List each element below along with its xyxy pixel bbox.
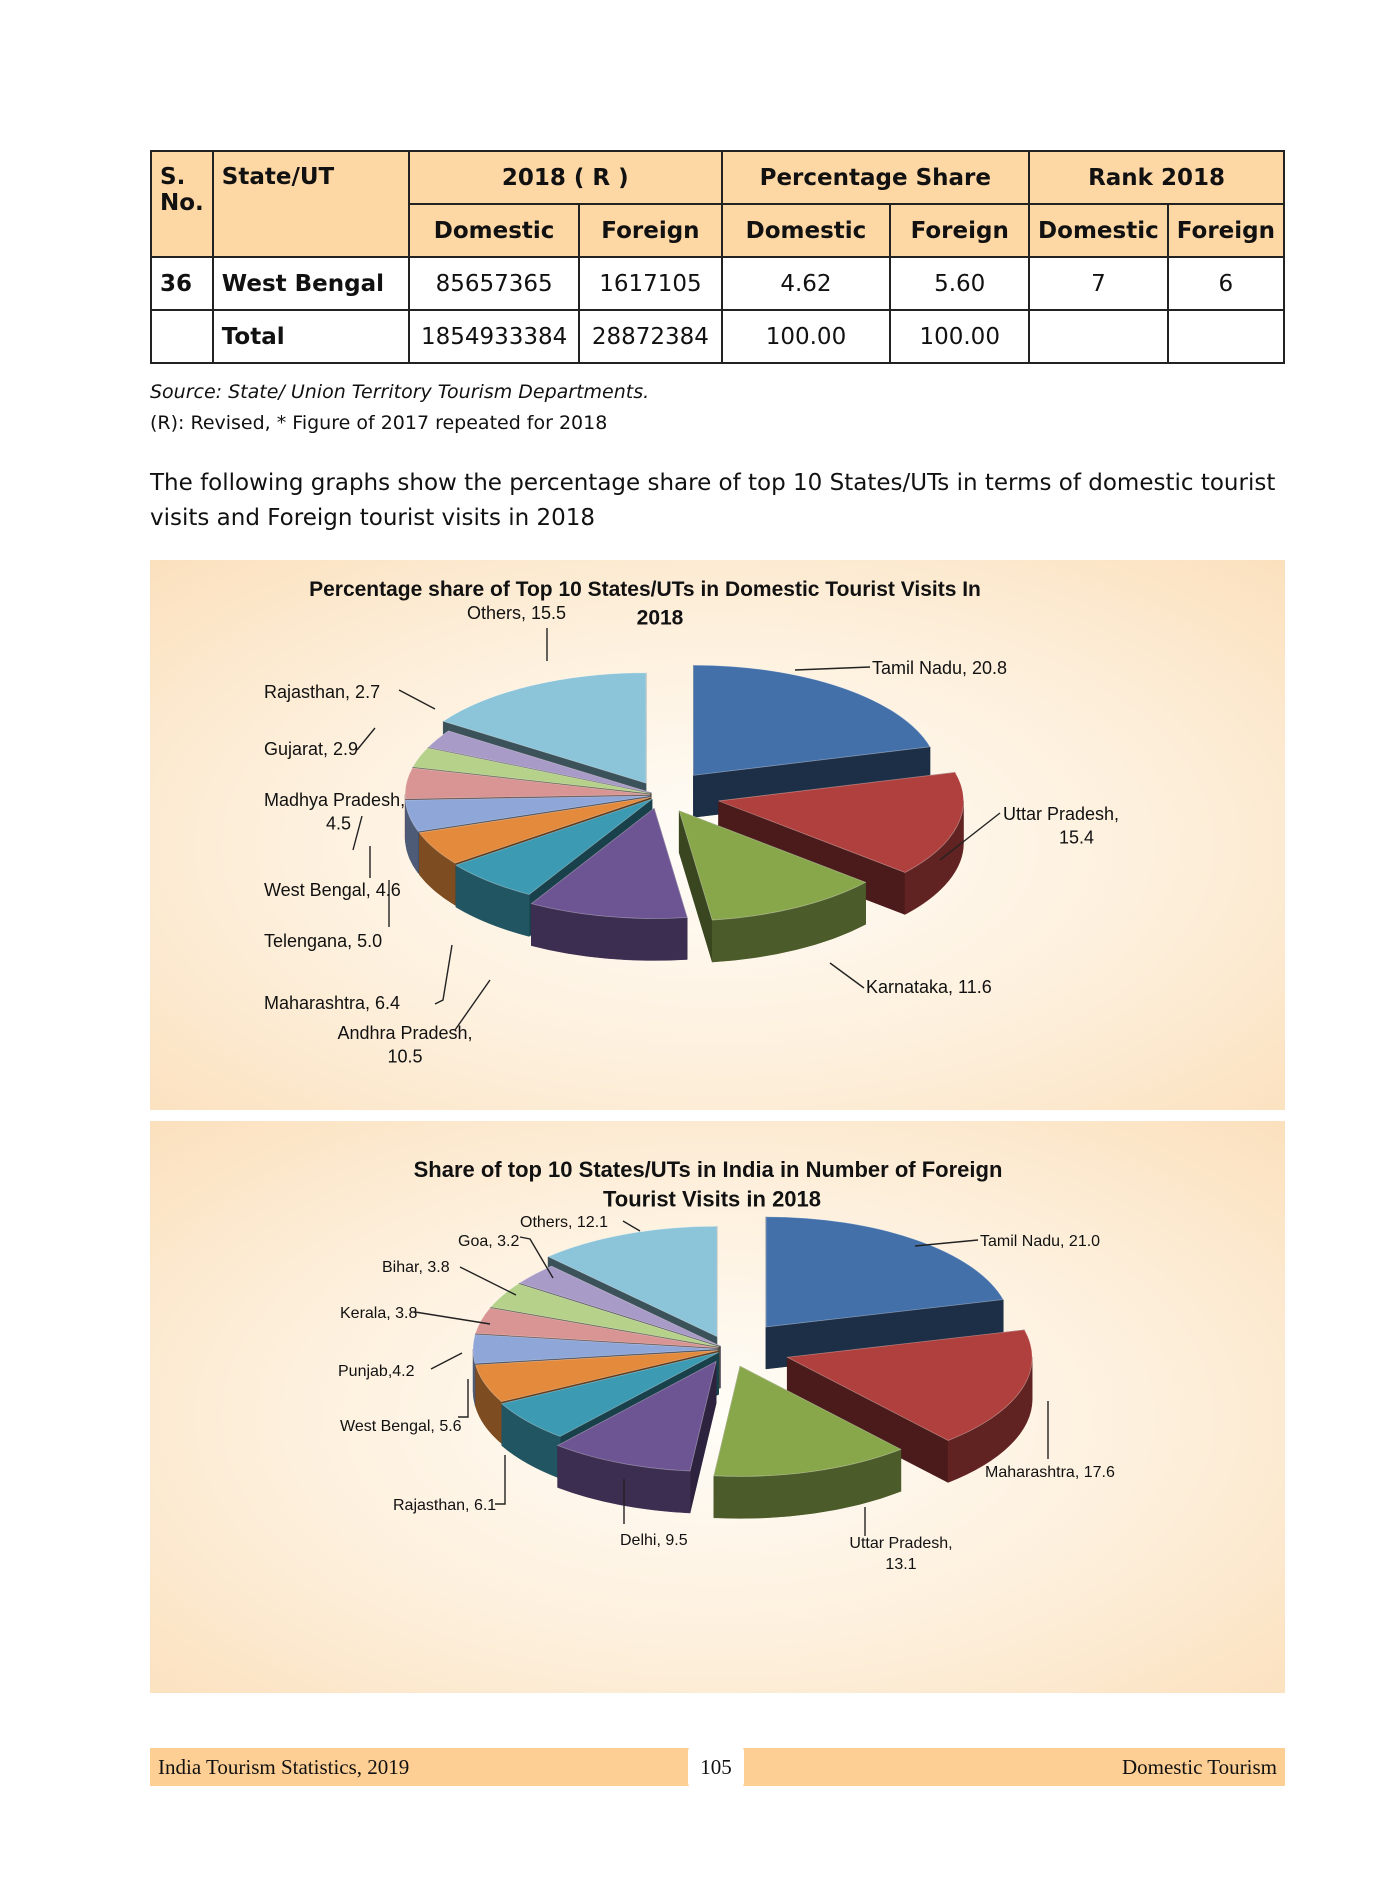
data-label-madhya-pradesh bbox=[264, 790, 405, 850]
svg-text:Telengana, 5.0: Telengana, 5.0 bbox=[264, 931, 383, 951]
svg-text:Delhi, 9.5: Delhi, 9.5 bbox=[620, 1532, 688, 1549]
svg-text:Others, 15.5: Others, 15.5 bbox=[467, 603, 567, 623]
svg-text:Rajasthan, 2.7: Rajasthan, 2.7 bbox=[264, 682, 381, 702]
cell-pct-foreign: 5.60 bbox=[890, 257, 1029, 310]
header-foreign: Foreign bbox=[579, 204, 721, 257]
data-label-karnataka bbox=[830, 963, 992, 997]
data-label-maharashtra bbox=[264, 945, 452, 1013]
cell-pct-domestic: 100.00 bbox=[722, 310, 891, 363]
svg-text:Tamil Nadu, 21.0: Tamil Nadu, 21.0 bbox=[980, 1233, 1101, 1250]
data-label-west-bengal bbox=[264, 846, 401, 900]
data-label-others bbox=[467, 603, 566, 661]
data-label-tamil-nadu bbox=[795, 658, 1007, 678]
footer-section: Domestic Tourism bbox=[1121, 1755, 1277, 1779]
chart-title bbox=[414, 1157, 1003, 1212]
intro-paragraph: The following graphs show the percentage share of top 10 States/UTs in terms of domestic tourist visits and Foreign tourist visits in 2018 bbox=[150, 470, 1276, 531]
revised-note: (R): Revised, * Figure of 2017 repeated for 2018 bbox=[150, 412, 608, 434]
svg-text:Punjab,4.2: Punjab,4.2 bbox=[338, 1363, 415, 1380]
svg-text:West Bengal, 5.6: West Bengal, 5.6 bbox=[340, 1418, 462, 1435]
table-row bbox=[151, 310, 1284, 363]
cell-sno: 36 bbox=[151, 257, 213, 310]
chart-title bbox=[309, 578, 981, 629]
cell-pct-foreign: 100.00 bbox=[890, 310, 1029, 363]
page-number: 105 bbox=[688, 1744, 744, 1790]
header-domestic: Domestic bbox=[722, 204, 891, 257]
data-label-uttar-pradesh bbox=[849, 1507, 952, 1573]
page-footer bbox=[150, 1748, 1285, 1786]
svg-text:Percentage share of Top 10 Sta: Percentage share of Top 10 States/UTs in Domestic Tourist Visits In 2018 bbox=[309, 578, 981, 630]
svg-text:Madhya Pradesh,4.5: Madhya Pradesh, 4.5 bbox=[264, 790, 406, 834]
svg-text:Andhra Pradesh,10.5: Andhra Pradesh, 10.5 bbox=[337, 1023, 473, 1067]
header-rank-group: Rank 2018 bbox=[1029, 151, 1284, 204]
cell-state: West Bengal bbox=[213, 257, 409, 310]
cell-sno bbox=[151, 310, 213, 363]
header-foreign: Foreign bbox=[1168, 204, 1284, 257]
source-note: Source: State/ Union Territory Tourism Departments. bbox=[150, 381, 650, 403]
tourism-table bbox=[150, 150, 1285, 364]
cell-domestic: 1854933384 bbox=[409, 310, 579, 363]
svg-text:Goa, 3.2: Goa, 3.2 bbox=[458, 1233, 520, 1250]
header-foreign: Foreign bbox=[890, 204, 1029, 257]
data-label-others bbox=[520, 1214, 640, 1231]
data-label-kerala bbox=[340, 1305, 490, 1324]
header-domestic: Domestic bbox=[1029, 204, 1168, 257]
cell-rank-domestic bbox=[1029, 310, 1168, 363]
svg-text:Maharashtra, 6.4: Maharashtra, 6.4 bbox=[264, 993, 401, 1013]
cell-foreign: 1617105 bbox=[579, 257, 721, 310]
domestic-pie-chart bbox=[150, 560, 1285, 1110]
data-label-goa bbox=[458, 1233, 553, 1278]
data-label-west-bengal bbox=[340, 1379, 468, 1435]
cell-rank-domestic: 7 bbox=[1029, 257, 1168, 310]
svg-text:West Bengal, 4.6: West Bengal, 4.6 bbox=[264, 880, 401, 900]
data-label-rajasthan bbox=[264, 682, 435, 709]
cell-foreign: 28872384 bbox=[579, 310, 721, 363]
svg-text:Bihar, 3.8: Bihar, 3.8 bbox=[382, 1259, 450, 1276]
svg-text:Karnataka, 11.6: Karnataka, 11.6 bbox=[866, 977, 992, 997]
svg-text:Kerala, 3.8: Kerala, 3.8 bbox=[340, 1305, 418, 1322]
svg-text:Others, 12.1: Others, 12.1 bbox=[520, 1214, 609, 1231]
svg-text:Uttar Pradesh,13.1: Uttar Pradesh, 13.1 bbox=[849, 1535, 953, 1573]
cell-rank-foreign: 6 bbox=[1168, 257, 1284, 310]
cell-state: Total bbox=[213, 310, 409, 363]
data-label-uttar-pradesh bbox=[940, 804, 1119, 860]
cell-rank-foreign bbox=[1168, 310, 1284, 363]
cell-pct-domestic: 4.62 bbox=[722, 257, 891, 310]
svg-text:Uttar Pradesh,15.4: Uttar Pradesh, 15.4 bbox=[1003, 804, 1120, 848]
header-sno: S. No. bbox=[151, 151, 213, 257]
data-label-punjab bbox=[338, 1353, 462, 1380]
svg-text:Rajasthan, 6.1: Rajasthan, 6.1 bbox=[393, 1497, 497, 1514]
foreign-chart-panel bbox=[150, 1121, 1285, 1693]
data-label-rajasthan bbox=[393, 1455, 505, 1514]
table-row bbox=[151, 257, 1284, 310]
header-domestic: Domestic bbox=[409, 204, 579, 257]
svg-text:Maharashtra, 17.6: Maharashtra, 17.6 bbox=[985, 1464, 1115, 1481]
footer-publication: India Tourism Statistics, 2019 bbox=[158, 1755, 410, 1779]
header-state: State/UT bbox=[213, 151, 409, 257]
header-percentage-group: Percentage Share bbox=[722, 151, 1030, 204]
data-label-bihar bbox=[382, 1259, 516, 1295]
svg-text:Share of top 10 States/UTs in: Share of top 10 States/UTs in India in Number of Foreign Tourist Visits in 2018 bbox=[413, 1157, 1003, 1212]
data-label-tamil-nadu bbox=[915, 1233, 1100, 1250]
foreign-pie-chart bbox=[150, 1121, 1285, 1693]
header-year-group: 2018 ( R ) bbox=[409, 151, 722, 204]
cell-domestic: 85657365 bbox=[409, 257, 579, 310]
svg-text:Gujarat, 2.9: Gujarat, 2.9 bbox=[264, 739, 359, 759]
domestic-chart-panel bbox=[150, 560, 1285, 1110]
svg-text:Tamil Nadu, 20.8: Tamil Nadu, 20.8 bbox=[872, 658, 1008, 678]
data-label-gujarat bbox=[264, 728, 375, 759]
